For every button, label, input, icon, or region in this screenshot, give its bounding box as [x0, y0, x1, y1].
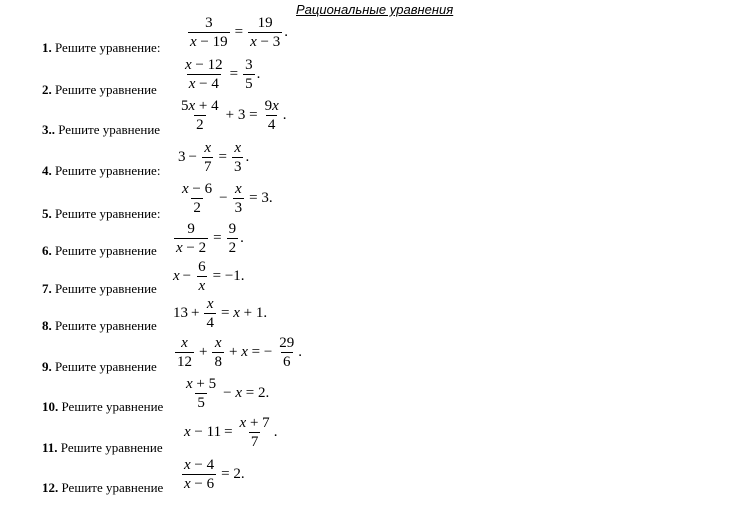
- equation-7: x − $\frac{6}{x}$ = −1.: [173, 259, 245, 294]
- problem-8-label: 8. Решите уравнение: [42, 318, 157, 333]
- equation-4: 3 − $\frac{x}{7}$ = $\frac{x}{3}$ .: [178, 140, 250, 175]
- problem-6-label: 6. Решите уравнение: [42, 243, 157, 258]
- problem-9-label: 9. Решите уравнение: [42, 359, 157, 374]
- equation-10: $\frac{x + 5}{5}$ − x = 2.: [186, 376, 270, 411]
- equation-5: $\frac{x - 6}{2}$ − $\frac{x}{3}$ = 3.: [182, 181, 273, 216]
- problem-1-label: 1. Решите уравнение:: [42, 40, 161, 55]
- problem-5-label: 5. Решите уравнение:: [42, 206, 161, 221]
- problem-7-label: 7. Решите уравнение: [42, 281, 157, 296]
- problem-2-label: 2. Решите уравнение: [42, 82, 157, 97]
- equation-6: $\frac{9}{x - 2}$ = $\frac{9}{2}$ .: [176, 221, 244, 256]
- problem-4-label: 4. Решите уравнение:: [42, 163, 161, 178]
- problem-11-label: 11. Решите уравнение: [42, 440, 163, 455]
- equation-1: $\frac{3}{x - 19}$ = $\frac{19}{x - 3}$ .: [190, 15, 288, 50]
- problem-10-label: 10. Решите уравнение: [42, 399, 164, 414]
- equation-11: x − 11 = $\frac{x + 7}{7}$ .: [184, 415, 278, 450]
- problem-3-label: 3.. Решите уравнение: [42, 122, 161, 137]
- problem-12-label: 12. Решите уравнение: [42, 480, 164, 495]
- equation-2: $\frac{x - 12}{x - 4}$ = $\frac{3}{5}$ .: [185, 57, 261, 92]
- equation-12: $\frac{x - 4}{x - 6}$ = 2.: [184, 457, 245, 492]
- equation-9: $\frac{x}{12}$ + $\frac{x}{8}$ + x = − $\frac{29}{6}$ .: [177, 335, 303, 370]
- equation-8: 13 + $\frac{x}{4}$ = x + 1.: [173, 296, 268, 331]
- equation-3: $\frac{5x + 4}{2}$ + 3 = $\frac{9x}{4}$ .: [181, 98, 287, 133]
- page-title: Рациональные уравнения: [296, 2, 454, 17]
